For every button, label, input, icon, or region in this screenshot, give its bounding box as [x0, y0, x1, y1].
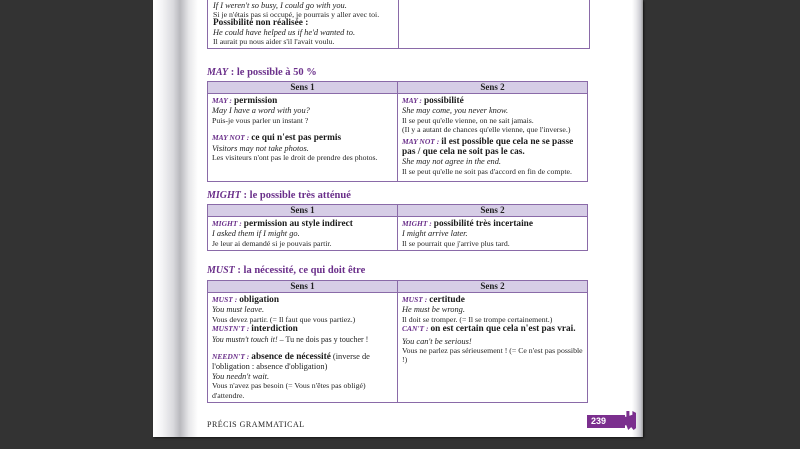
example-line — [212, 335, 393, 344]
table-cell-sens1 — [208, 293, 398, 403]
sense-label: certitude — [429, 295, 465, 305]
top-table-continuation — [207, 0, 590, 49]
table-cell-sens2 — [398, 94, 588, 182]
sense-label: ce qui n'est pas permis — [251, 133, 342, 144]
modal-keyword: MAY : — [402, 96, 422, 105]
modal-keyword: MUST : — [402, 295, 428, 304]
french-translation: Il se peut qu'elle ne soit pas d'accord en fin de compte. — [402, 166, 572, 176]
modal-keyword: MIGHT — [207, 190, 241, 201]
section-title-text: : le possible très atténué — [240, 190, 351, 201]
modal-keyword: MAY NOT : — [402, 136, 440, 146]
french-translation: – Tu ne dois pas y toucher ! — [277, 334, 369, 344]
french-translation: Vous ne parlez pas sérieusement ! (= Ce n'est pas possible !) — [402, 346, 583, 365]
french-translation: Il se pourrait que j'arrive plus tard. — [402, 238, 510, 248]
english-example: I asked them if I might go. — [212, 229, 300, 239]
modal-keyword: MUST — [207, 265, 235, 276]
english-example: You needn't wait. — [212, 371, 270, 381]
english-example: I might arrive later. — [402, 229, 468, 239]
page-right-edge — [632, 0, 643, 437]
column-header: Sens 2 — [398, 281, 588, 293]
column-header: Sens 2 — [398, 82, 588, 94]
french-translation: Si je n'étais pas si occupé, je pourrais y aller avec toi. — [213, 10, 380, 19]
usage-entry — [212, 219, 393, 248]
english-example: May I have a word with you? — [212, 106, 310, 116]
english-example: You mustn't touch it! — [212, 334, 278, 344]
section-title-text: : la nécessité, ce qui doit être — [234, 265, 366, 276]
sense-label: on est certain que cela n'est pas vrai. — [430, 324, 576, 335]
top-table-cell — [213, 1, 396, 46]
sense-label: permission au style indirect — [243, 219, 353, 229]
sense-label: il est possible que cela ne se passe pas / que cela ne soit pas le cas. — [402, 136, 574, 158]
modal-keyword: MUSTN'T : — [212, 324, 250, 334]
usage-entry — [402, 295, 583, 324]
english-example: He must be wrong. — [402, 305, 465, 315]
sense-label: possibilité très incertaine — [433, 219, 533, 229]
english-example: He could have helped us if he'd wanted to. — [213, 28, 356, 37]
sense-label: Possibilité non réalisée : — [213, 18, 309, 28]
french-translation: Puis-je vous parler un instant ? — [212, 115, 309, 125]
french-translation: Vous n'avez pas besoin (= Vous n'êtes pas obligé) d'attendre. — [212, 381, 366, 400]
usage-entry — [402, 324, 583, 365]
section-title-may — [207, 67, 317, 78]
modal-keyword: CAN'T : — [402, 324, 429, 334]
page-gutter-shadow — [153, 0, 198, 437]
sense-label: interdiction — [251, 324, 298, 335]
sense-label: permission — [233, 96, 278, 106]
french-translation: Vous devez partir. (= Il faut que vous partiez.) — [212, 314, 356, 324]
modal-keyword: MUST : — [212, 295, 238, 304]
sense-note: (inverse de l'obligation : absence d'obligation) — [212, 352, 370, 372]
usage-entry — [212, 324, 393, 344]
must-table — [207, 280, 588, 403]
table-cell-sens2 — [398, 293, 588, 403]
running-footer: PRÉCIS GRAMMATICAL — [207, 420, 305, 429]
english-example: If I weren't so busy, I could go with you. — [213, 1, 347, 10]
modal-keyword: NEEDN'T : — [212, 352, 250, 362]
column-header: Sens 1 — [208, 82, 398, 94]
english-example: You can't be serious! — [402, 336, 472, 346]
modal-keyword: MAY NOT : — [212, 133, 250, 143]
may-table — [207, 81, 588, 182]
usage-entry — [212, 295, 393, 324]
section-title-might — [207, 190, 351, 201]
english-example: She may not agree in the end. — [402, 157, 501, 167]
table-cell-sens1 — [208, 217, 398, 251]
french-explanation: (Il y a autant de chances qu'elle vienne, que l'inverse.) — [402, 125, 571, 135]
french-translation: Il se peut qu'elle vienne, on ne sait jamais. — [402, 115, 534, 125]
usage-entry — [402, 96, 583, 135]
modal-keyword: MAY — [207, 67, 229, 78]
column-header: Sens 1 — [208, 281, 398, 293]
page-number: 239 — [587, 415, 625, 428]
usage-entry — [212, 133, 393, 162]
usage-entry — [212, 96, 393, 125]
section-title-must — [207, 265, 365, 276]
usage-entry — [402, 137, 583, 177]
english-example: You must leave. — [212, 305, 265, 315]
english-example: She may come, you never know. — [402, 106, 509, 116]
french-translation: Il doit se tromper. (= Il se trompe certainement.) — [402, 314, 553, 324]
usage-entry — [402, 219, 583, 248]
modal-keyword: MIGHT : — [212, 219, 242, 228]
column-divider — [398, 0, 399, 48]
column-header: Sens 1 — [208, 205, 398, 217]
modal-keyword: MIGHT : — [402, 219, 432, 228]
french-translation: Les visiteurs n'ont pas le droit de prendre des photos. — [212, 153, 378, 163]
sense-label: obligation — [239, 295, 279, 305]
might-table — [207, 204, 588, 251]
table-cell-sens1 — [208, 94, 398, 182]
french-translation: Je leur ai demandé si je pouvais partir. — [212, 238, 332, 248]
modal-keyword: MAY : — [212, 96, 232, 105]
english-example: Visitors may not take photos. — [212, 143, 309, 153]
french-translation: Il aurait pu nous aider s'il l'avait voulu. — [213, 37, 335, 46]
usage-entry — [212, 352, 393, 400]
sense-label: possibilité — [423, 96, 464, 106]
sense-label: absence de nécessité — [251, 352, 331, 363]
table-cell-sens2 — [398, 217, 588, 251]
column-header: Sens 2 — [398, 205, 588, 217]
section-title-text: : le possible à 50 % — [228, 67, 317, 78]
